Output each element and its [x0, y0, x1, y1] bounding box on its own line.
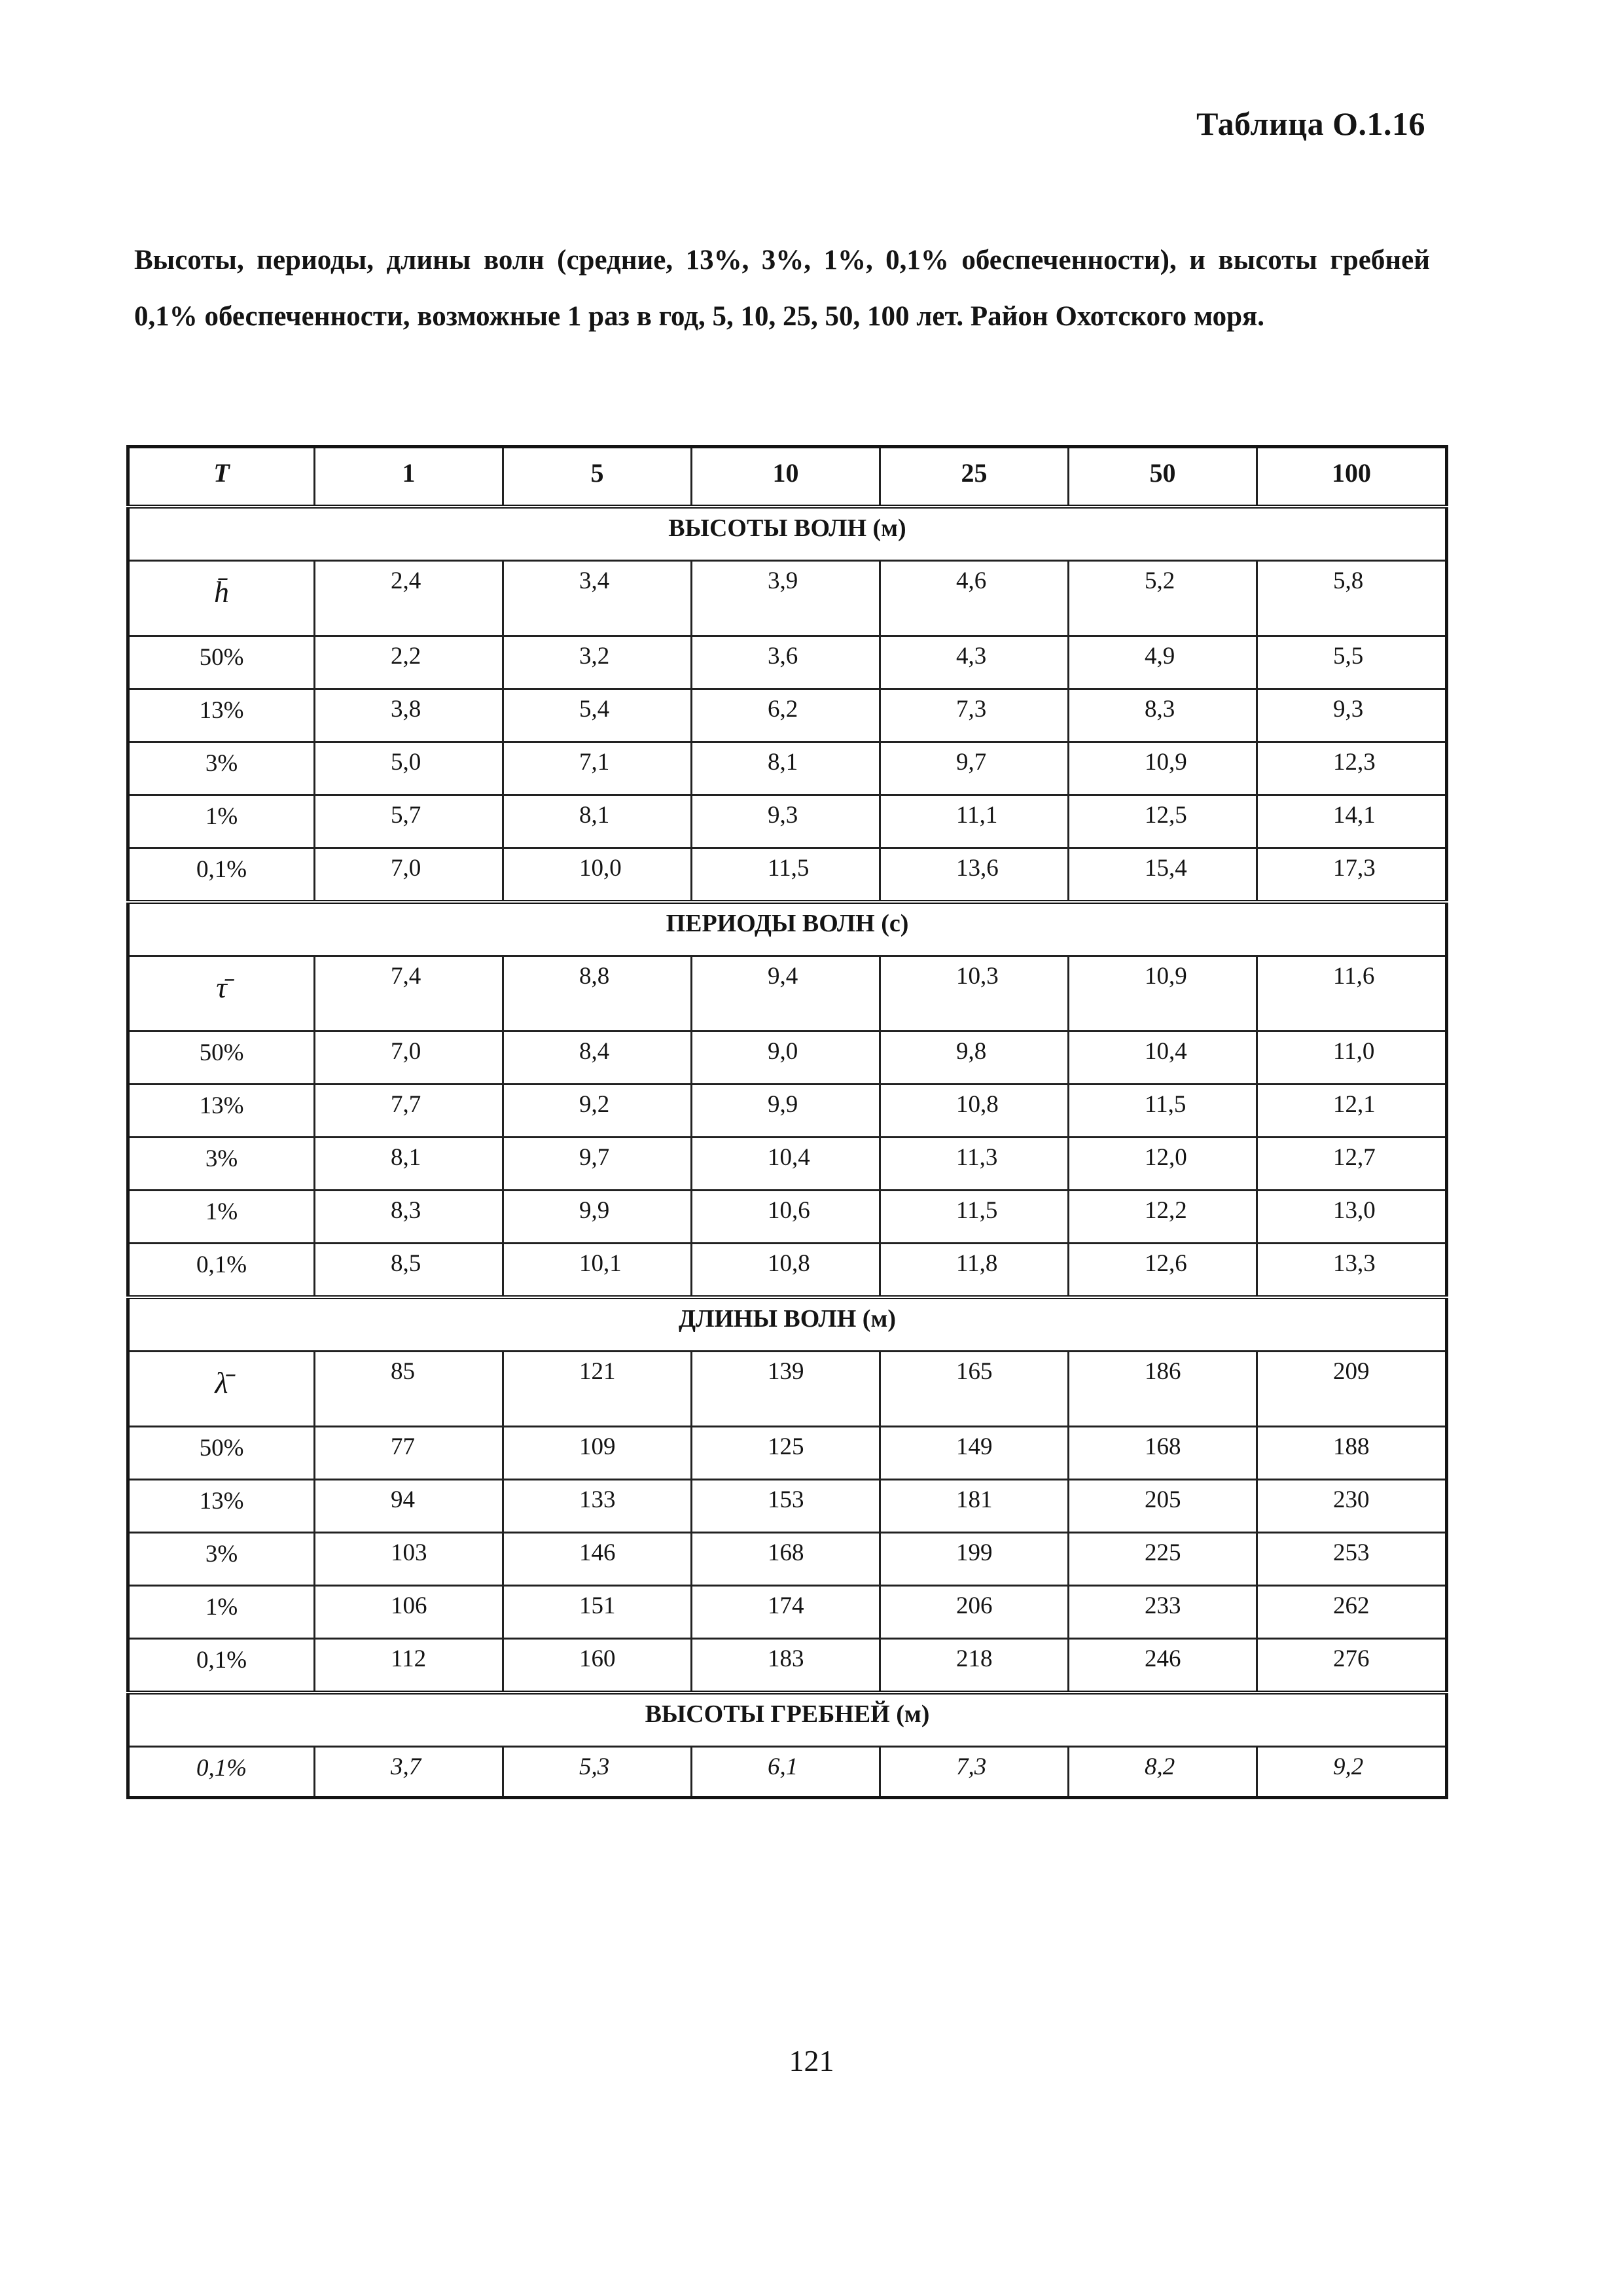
- table-cell: 199: [880, 1533, 1069, 1586]
- page-number: 121: [789, 2044, 834, 2077]
- table-cell: 3,2: [503, 636, 692, 689]
- table-cell: 11,5: [692, 848, 880, 903]
- table-cell: 3,6: [692, 636, 880, 689]
- table-cell: 181: [880, 1480, 1069, 1533]
- table-cell: 10,6: [692, 1191, 880, 1244]
- table-cell: 9,4: [692, 956, 880, 1031]
- section-title: ДЛИНЫ ВОЛН (м): [128, 1297, 1447, 1352]
- column-header: 5: [503, 447, 692, 507]
- table-cell: 10,3: [880, 956, 1069, 1031]
- table-cell: 14,1: [1257, 795, 1447, 848]
- table-cell: 8,3: [1069, 689, 1257, 742]
- table-cell: 5,7: [315, 795, 503, 848]
- table-cell: 276: [1257, 1639, 1447, 1693]
- table-cell: 10,8: [692, 1244, 880, 1298]
- table-cell: 5,8: [1257, 561, 1447, 636]
- table-cell: 5,0: [315, 742, 503, 795]
- table-cell: 13,6: [880, 848, 1069, 903]
- table-row: [128, 795, 1447, 848]
- table-cell: 10,4: [692, 1138, 880, 1191]
- table-cell: 13,0: [1257, 1191, 1447, 1244]
- table-row: [128, 1427, 1447, 1480]
- table-row: [128, 1352, 1447, 1427]
- table-row: [128, 956, 1447, 1031]
- table-cell: 165: [880, 1352, 1069, 1427]
- table-cell: 206: [880, 1586, 1069, 1639]
- table-cell: 9,3: [1257, 689, 1447, 742]
- table-cell: 12,1: [1257, 1085, 1447, 1138]
- table-cell: 6,2: [692, 689, 880, 742]
- table-cell: 11,0: [1257, 1031, 1447, 1085]
- table-cell: 9,3: [692, 795, 880, 848]
- table-cell: 9,0: [692, 1031, 880, 1085]
- table-cell: 153: [692, 1480, 880, 1533]
- table-cell: 151: [503, 1586, 692, 1639]
- table-cell: 5,2: [1069, 561, 1257, 636]
- section-title: ВЫСОТЫ ВОЛН (м): [128, 507, 1447, 561]
- table-cell: 4,6: [880, 561, 1069, 636]
- column-header: T: [128, 447, 315, 507]
- row-label: 50%: [128, 1031, 315, 1085]
- table-cell: 7,3: [880, 1747, 1069, 1798]
- table-cell: 12,0: [1069, 1138, 1257, 1191]
- column-header: 1: [315, 447, 503, 507]
- table-cell: 8,1: [315, 1138, 503, 1191]
- table-cell: 188: [1257, 1427, 1447, 1480]
- table-cell: 5,5: [1257, 636, 1447, 689]
- table-cell: 7,3: [880, 689, 1069, 742]
- table-cell: 2,4: [315, 561, 503, 636]
- section-title: ПЕРИОДЫ ВОЛН (с): [128, 902, 1447, 956]
- table-row: [128, 689, 1447, 742]
- table-cell: 7,0: [315, 848, 503, 903]
- table-cell: 205: [1069, 1480, 1257, 1533]
- table-row: [128, 636, 1447, 689]
- table-cell: 17,3: [1257, 848, 1447, 903]
- row-label: 0,1%: [128, 1747, 315, 1798]
- table-cell: 10,8: [880, 1085, 1069, 1138]
- row-label: 3%: [128, 1533, 315, 1586]
- table-row: [128, 1191, 1447, 1244]
- row-label: 1%: [128, 1191, 315, 1244]
- row-label: 3%: [128, 742, 315, 795]
- table-cell: 233: [1069, 1586, 1257, 1639]
- row-label: τ̄: [128, 956, 315, 1031]
- table-row: [128, 1747, 1447, 1798]
- section-title: ВЫСОТЫ ГРЕБНЕЙ (м): [128, 1693, 1447, 1747]
- row-label: 13%: [128, 1085, 315, 1138]
- table-cell: 10,9: [1069, 956, 1257, 1031]
- table-cell: 11,3: [880, 1138, 1069, 1191]
- table-cell: 139: [692, 1352, 880, 1427]
- table-cell: 9,9: [503, 1191, 692, 1244]
- table-cell: 9,7: [503, 1138, 692, 1191]
- table-cell: 12,3: [1257, 742, 1447, 795]
- table-header-row: [128, 447, 1447, 507]
- table-cell: 12,2: [1069, 1191, 1257, 1244]
- table-cell: 9,8: [880, 1031, 1069, 1085]
- table-cell: 9,2: [1257, 1747, 1447, 1798]
- table-caption: Высоты, периоды, длины волн (средние, 13%, 3%, 1%, 0,1% обеспеченности), и высоты гребней 0,1% обеспеченности, возможные 1 раз в год, 5, 10, 25, 50, 100 лет. Район Охотского моря.: [134, 245, 1430, 332]
- table-row: [128, 1533, 1447, 1586]
- table-cell: 8,3: [315, 1191, 503, 1244]
- table-cell: 2,2: [315, 636, 503, 689]
- table-row: [128, 1586, 1447, 1639]
- row-label: λ̄: [128, 1352, 315, 1427]
- table-cell: 3,8: [315, 689, 503, 742]
- table-cell: 12,7: [1257, 1138, 1447, 1191]
- row-label: h̄: [128, 561, 315, 636]
- table-cell: 10,0: [503, 848, 692, 903]
- table-cell: 85: [315, 1352, 503, 1427]
- table-cell: 11,5: [1069, 1085, 1257, 1138]
- table-cell: 3,4: [503, 561, 692, 636]
- table-cell: 5,3: [503, 1747, 692, 1798]
- table-cell: 209: [1257, 1352, 1447, 1427]
- table-row: [128, 1138, 1447, 1191]
- table-cell: 186: [1069, 1352, 1257, 1427]
- table-row: [128, 1480, 1447, 1533]
- table-row: [128, 1244, 1447, 1298]
- table-cell: 10,9: [1069, 742, 1257, 795]
- section-header-row: [128, 1693, 1447, 1747]
- row-label: 13%: [128, 689, 315, 742]
- column-header: 10: [692, 447, 880, 507]
- row-label: 0,1%: [128, 1639, 315, 1693]
- table-cell: 121: [503, 1352, 692, 1427]
- table-cell: 6,1: [692, 1747, 880, 1798]
- table-cell: 8,5: [315, 1244, 503, 1298]
- table-cell: 9,9: [692, 1085, 880, 1138]
- table-cell: 11,8: [880, 1244, 1069, 1298]
- table-row: [128, 1085, 1447, 1138]
- table-row: [128, 1639, 1447, 1693]
- row-label: 1%: [128, 795, 315, 848]
- table-cell: 94: [315, 1480, 503, 1533]
- column-header: 25: [880, 447, 1069, 507]
- table-cell: 8,2: [1069, 1747, 1257, 1798]
- table-cell: 246: [1069, 1639, 1257, 1693]
- table-cell: 133: [503, 1480, 692, 1533]
- table-cell: 4,3: [880, 636, 1069, 689]
- row-label: 1%: [128, 1586, 315, 1639]
- row-label: 0,1%: [128, 848, 315, 903]
- table-cell: 225: [1069, 1533, 1257, 1586]
- table-cell: 8,1: [503, 795, 692, 848]
- table-cell: 168: [692, 1533, 880, 1586]
- table-cell: 7,7: [315, 1085, 503, 1138]
- table-cell: 125: [692, 1427, 880, 1480]
- table-cell: 8,4: [503, 1031, 692, 1085]
- section-header-row: [128, 1297, 1447, 1352]
- table-cell: 112: [315, 1639, 503, 1693]
- section-header-row: [128, 902, 1447, 956]
- table-row: [128, 848, 1447, 903]
- table-cell: 11,6: [1257, 956, 1447, 1031]
- table-cell: 103: [315, 1533, 503, 1586]
- table-cell: 10,4: [1069, 1031, 1257, 1085]
- table-cell: 9,7: [880, 742, 1069, 795]
- table-cell: 109: [503, 1427, 692, 1480]
- table-cell: 230: [1257, 1480, 1447, 1533]
- table-cell: 168: [1069, 1427, 1257, 1480]
- table-cell: 262: [1257, 1586, 1447, 1639]
- table-cell: 7,1: [503, 742, 692, 795]
- table-cell: 13,3: [1257, 1244, 1447, 1298]
- table-cell: 3,7: [315, 1747, 503, 1798]
- table-cell: 10,1: [503, 1244, 692, 1298]
- table-cell: 11,1: [880, 795, 1069, 848]
- table-cell: 11,5: [880, 1191, 1069, 1244]
- wave-parameters-table: [126, 445, 1448, 1799]
- table-cell: 160: [503, 1639, 692, 1693]
- row-label: 50%: [128, 636, 315, 689]
- column-header: 50: [1069, 447, 1257, 507]
- table-row: [128, 561, 1447, 636]
- table-cell: 7,4: [315, 956, 503, 1031]
- row-label: 13%: [128, 1480, 315, 1533]
- table-cell: 8,1: [692, 742, 880, 795]
- table-cell: 5,4: [503, 689, 692, 742]
- table-row: [128, 742, 1447, 795]
- table-cell: 77: [315, 1427, 503, 1480]
- table-cell: 3,9: [692, 561, 880, 636]
- table-cell: 8,8: [503, 956, 692, 1031]
- table-cell: 149: [880, 1427, 1069, 1480]
- section-header-row: [128, 507, 1447, 561]
- table-cell: 4,9: [1069, 636, 1257, 689]
- row-label: 0,1%: [128, 1244, 315, 1298]
- table-cell: 12,6: [1069, 1244, 1257, 1298]
- table-cell: 7,0: [315, 1031, 503, 1085]
- table-cell: 253: [1257, 1533, 1447, 1586]
- table-cell: 9,2: [503, 1085, 692, 1138]
- column-header: 100: [1257, 447, 1447, 507]
- table-cell: 218: [880, 1639, 1069, 1693]
- table-cell: 174: [692, 1586, 880, 1639]
- row-label: 50%: [128, 1427, 315, 1480]
- table-cell: 12,5: [1069, 795, 1257, 848]
- table-label: Таблица О.1.16: [1196, 105, 1425, 142]
- row-label: 3%: [128, 1138, 315, 1191]
- table-cell: 183: [692, 1639, 880, 1693]
- table-cell: 106: [315, 1586, 503, 1639]
- table-cell: 15,4: [1069, 848, 1257, 903]
- table-row: [128, 1031, 1447, 1085]
- table-cell: 146: [503, 1533, 692, 1586]
